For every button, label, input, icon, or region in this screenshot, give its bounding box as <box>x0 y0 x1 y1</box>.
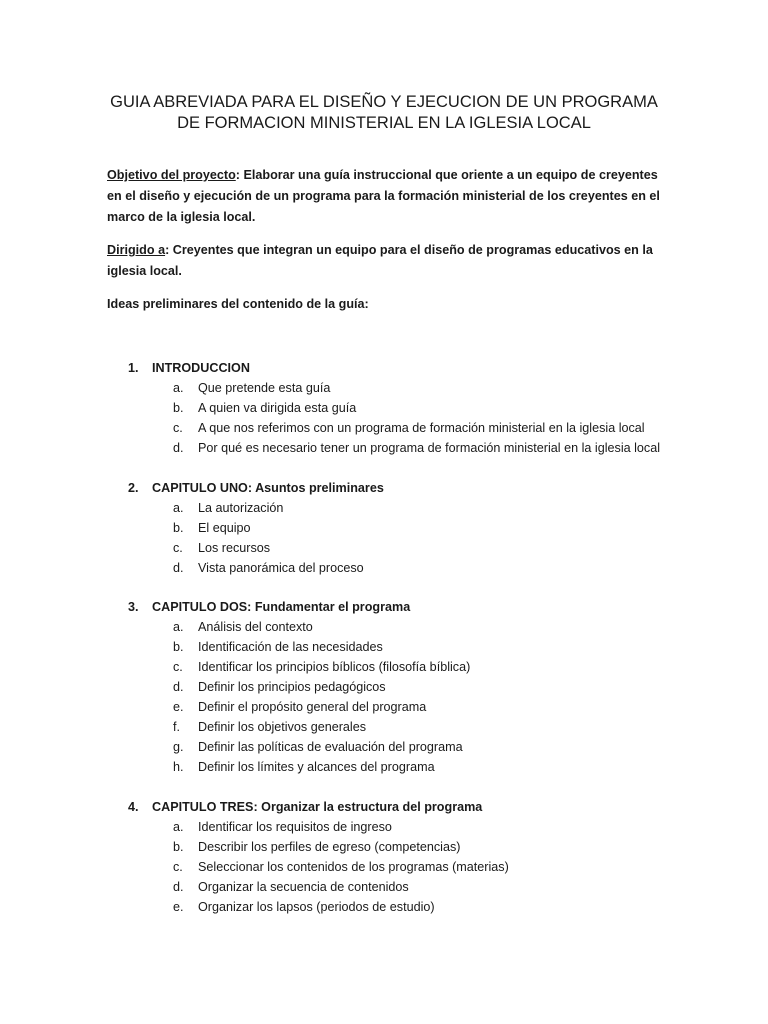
section-title: CAPITULO UNO: Asuntos preliminares <box>152 481 384 495</box>
list-item <box>128 518 688 538</box>
item-letter: c. <box>173 541 183 555</box>
list-item <box>128 538 688 558</box>
section-number: 1. <box>128 361 139 375</box>
section-number: 2. <box>128 481 139 495</box>
list-item <box>128 558 688 578</box>
section-heading <box>128 597 688 617</box>
item-letter: h. <box>173 760 184 774</box>
list-item <box>128 418 688 438</box>
title-line-2: DE FORMACION MINISTERIAL EN LA IGLESIA LOCAL <box>177 114 591 132</box>
list-item <box>128 438 688 458</box>
item-text: Describir los perfiles de egreso (competencias) <box>198 840 461 854</box>
item-text: Identificación de las necesidades <box>198 640 383 654</box>
item-text: Definir los principios pedagógicos <box>198 680 386 694</box>
item-letter: d. <box>173 441 184 455</box>
dirigido-label: Dirigido a <box>107 243 166 257</box>
dirigido-sep: : <box>165 243 170 257</box>
item-letter: c. <box>173 860 183 874</box>
objetivo-text: Elaborar una guía instruccional que oriente a un equipo de creyentes en el diseño y ejecución de un programa para la formación ministerial de los creyentes en el marco de la iglesia local. <box>107 168 660 224</box>
section-heading <box>128 358 688 378</box>
section-heading <box>128 478 688 498</box>
list-item <box>128 837 688 857</box>
list-item <box>128 378 688 398</box>
section-capitulo-uno <box>128 478 688 578</box>
list-item <box>128 717 688 737</box>
item-text: Vista panorámica del proceso <box>198 561 364 575</box>
list-item <box>128 757 688 777</box>
item-letter: d. <box>173 561 184 575</box>
list-item <box>128 637 688 657</box>
item-text: Definir los límites y alcances del programa <box>198 760 435 774</box>
list-item <box>128 498 688 518</box>
list-item <box>128 857 688 877</box>
item-letter: d. <box>173 680 184 694</box>
section-capitulo-tres <box>128 797 688 917</box>
objetivo-paragraph <box>107 165 667 228</box>
item-text: Identificar los principios bíblicos (filosofía bíblica) <box>198 660 471 674</box>
document-title <box>0 92 768 134</box>
item-text: Organizar la secuencia de contenidos <box>198 880 409 894</box>
list-item <box>128 697 688 717</box>
list-item <box>128 817 688 837</box>
item-text: El equipo <box>198 521 251 535</box>
item-letter: b. <box>173 401 184 415</box>
item-letter: d. <box>173 880 184 894</box>
item-letter: f. <box>173 720 180 734</box>
section-title: CAPITULO TRES: Organizar la estructura del programa <box>152 800 483 814</box>
item-text: Definir los objetivos generales <box>198 720 367 734</box>
objetivo-sep: : <box>235 168 240 182</box>
item-letter: e. <box>173 700 184 714</box>
dirigido-paragraph <box>107 240 667 282</box>
item-text: Definir el propósito general del programa <box>198 700 427 714</box>
item-letter: b. <box>173 640 184 654</box>
objetivo-label: Objetivo del proyecto <box>107 168 236 182</box>
list-item <box>128 897 688 917</box>
section-heading <box>128 797 688 817</box>
item-text: Los recursos <box>198 541 271 555</box>
item-text: Seleccionar los contenidos de los programas (materias) <box>198 860 509 874</box>
item-letter: a. <box>173 501 184 515</box>
list-item <box>128 877 688 897</box>
item-text: Por qué es necesario tener un programa de formación ministerial en la iglesia local <box>198 441 661 455</box>
list-item <box>128 617 688 637</box>
item-letter: a. <box>173 820 184 834</box>
item-text: A quien va dirigida esta guía <box>198 401 357 415</box>
section-capitulo-dos <box>128 597 688 777</box>
item-letter: a. <box>173 381 184 395</box>
item-letter: c. <box>173 660 183 674</box>
section-title: CAPITULO DOS: Fundamentar el programa <box>152 600 411 614</box>
item-text: Análisis del contexto <box>198 620 313 634</box>
list-item <box>128 677 688 697</box>
list-item <box>128 398 688 418</box>
title-line-1: GUIA ABREVIADA PARA EL DISEÑO Y EJECUCION DE UN PROGRAMA <box>110 93 658 111</box>
section-number: 3. <box>128 600 139 614</box>
section-number: 4. <box>128 800 139 814</box>
item-text: Definir las políticas de evaluación del programa <box>198 740 463 754</box>
list-item <box>128 657 688 677</box>
item-text: Que pretende esta guía <box>198 381 331 395</box>
item-letter: a. <box>173 620 184 634</box>
ideas-heading: Ideas preliminares del contenido de la guía: <box>107 297 369 311</box>
dirigido-text: Creyentes que integran un equipo para el diseño de programas educativos en la iglesia local. <box>107 243 653 278</box>
section-title: INTRODUCCION <box>152 361 250 375</box>
item-text: Organizar los lapsos (periodos de estudio) <box>198 900 435 914</box>
item-letter: g. <box>173 740 184 754</box>
item-letter: c. <box>173 421 183 435</box>
item-letter: b. <box>173 521 184 535</box>
section-introduccion <box>128 358 688 458</box>
item-letter: b. <box>173 840 184 854</box>
item-text: A que nos referimos con un programa de formación ministerial en la iglesia local <box>198 421 645 435</box>
list-item <box>128 737 688 757</box>
item-text: Identificar los requisitos de ingreso <box>198 820 392 834</box>
item-letter: e. <box>173 900 184 914</box>
item-text: La autorización <box>198 501 284 515</box>
